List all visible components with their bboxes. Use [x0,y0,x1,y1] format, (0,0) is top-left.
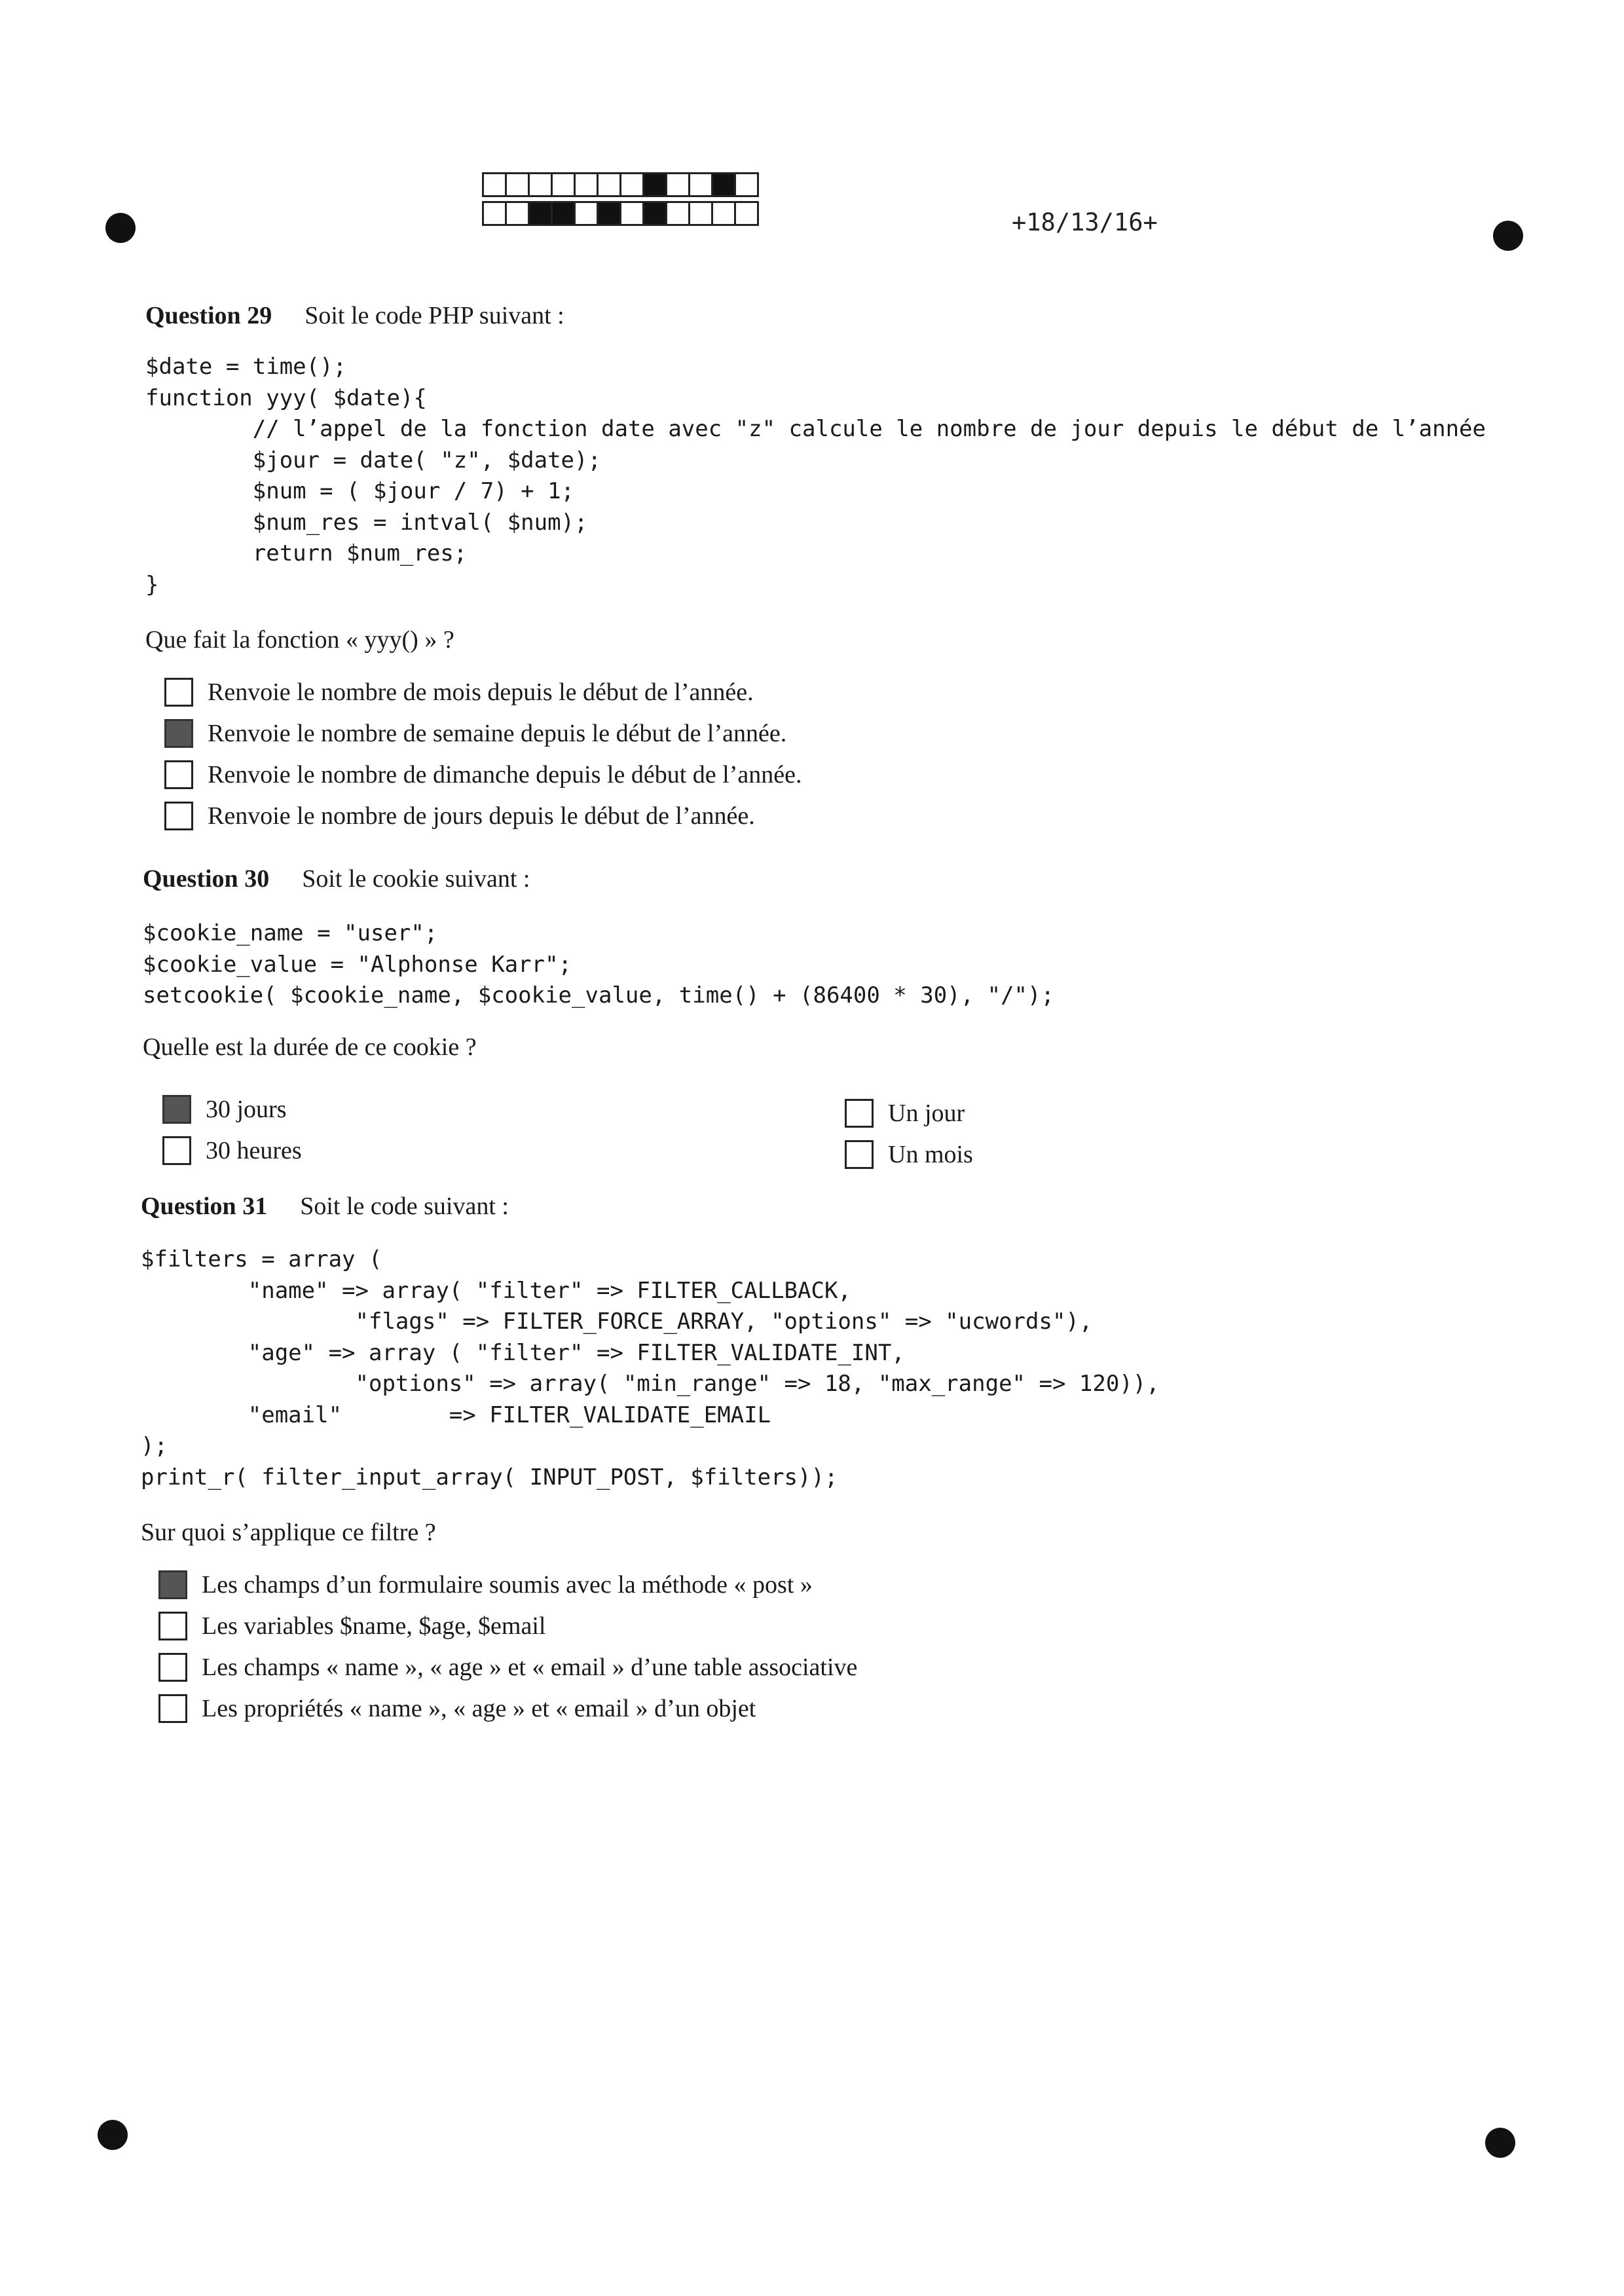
checkbox[interactable] [845,1099,874,1128]
answer-option[interactable] [845,1140,973,1169]
barcode-cell [619,201,644,226]
answer-label: Les champs d’un formulaire soumis avec la méthode « post » [202,1571,813,1599]
barcode-cell [551,201,576,226]
answer-option[interactable] [164,760,802,789]
barcode-row-2 [482,201,757,226]
barcode-cell [642,172,667,197]
checkbox[interactable] [164,802,193,830]
answer-label: Les propriétés « name », « age » et « email » d’un objet [202,1695,756,1722]
answer-option[interactable] [158,1570,813,1599]
question-intro: Soit le code suivant : [300,1193,509,1220]
php-code-block: $date = time(); function yyy( $date){ // l’appel de la fonction date avec "z" calcule le nombre de jour depuis le début de l’année $jour = date( "z", $date); $num = ( $jour / 7) + 1; $num_res = intval( $num); return $num_res; } [145,354,1486,598]
registration-mark-top-left [105,213,136,243]
php-code-block: $cookie_name = "user"; $cookie_value = "Alphonse Karr"; setcookie( $cookie_name, $cookie_value, time() + (86400 * 30), "/"); [143,920,1054,1009]
question-31-header [141,1192,509,1221]
answer-option[interactable] [164,678,754,707]
answer-option[interactable] [162,1136,302,1165]
barcode-cell [551,172,576,197]
barcode-cell [597,201,621,226]
barcode-cell [642,201,667,226]
question-intro: Soit le cookie suivant : [302,865,530,893]
answer-label: Un mois [888,1141,973,1168]
answer-label: Renvoie le nombre de dimanche depuis le début de l’année. [208,761,802,788]
answer-label: Les champs « name », « age » et « email » d’une table associative [202,1654,858,1681]
question-number: Question 30 [143,865,270,893]
barcode-cell [505,201,530,226]
barcode-cell [711,201,736,226]
answer-label: Renvoie le nombre de jours depuis le début de l’année. [208,802,755,830]
answer-option[interactable] [845,1099,965,1128]
barcode-cell [665,201,690,226]
checkbox[interactable] [162,1136,191,1165]
question-29-header [145,301,564,330]
barcode-cell [528,201,553,226]
question-prompt: Quelle est la durée de ce cookie ? [143,1033,477,1061]
barcode-cell [574,201,599,226]
barcode-cell [734,172,759,197]
registration-mark-bottom-right [1485,2128,1515,2158]
answer-label: Renvoie le nombre de mois depuis le début de l’année. [208,678,754,706]
answer-label: 30 jours [206,1096,287,1123]
registration-mark-top-right [1493,221,1523,251]
checkbox[interactable] [158,1694,187,1723]
checkbox[interactable] [164,760,193,789]
question-prompt: Que fait la fonction « yyy() » ? [145,626,454,654]
answer-option[interactable] [158,1612,545,1640]
barcode-row-1 [482,172,757,197]
php-code-block: $filters = array ( "name" => array( "filter" => FILTER_CALLBACK, "flags" => FILTER_FORCE_ARRAY, "options" => "ucwords"), "age" => array ( "filter" => FILTER_VALIDATE_INT, "options" => array( "min_range" => 18, "max_range" => 120)), "email" => FILTER_VALIDATE_EMAIL ); print_r( filter_input_array( INPUT_POST, $filters)); [141,1246,1160,1491]
answer-option[interactable] [162,1095,287,1124]
checkbox[interactable] [158,1612,187,1640]
barcode-cell [711,172,736,197]
barcode-cell [619,172,644,197]
checkbox[interactable] [158,1653,187,1682]
answer-option[interactable] [164,802,755,830]
barcode-cell [482,172,507,197]
question-number: Question 29 [145,302,272,329]
answer-label: Les variables $name, $age, $email [202,1612,546,1640]
barcode-cell [528,172,553,197]
answer-label: Renvoie le nombre de semaine depuis le début de l’année. [208,720,787,747]
checkbox[interactable] [845,1140,874,1169]
answer-option[interactable] [158,1694,756,1723]
checkbox[interactable] [164,678,193,707]
checkbox-checked[interactable] [164,719,193,748]
barcode-cell [574,172,599,197]
barcode-cell [482,201,507,226]
question-30-header [143,864,530,893]
question-number: Question 31 [141,1193,268,1220]
barcode-cell [688,201,713,226]
barcode-cell [665,172,690,197]
answer-option[interactable] [164,719,786,748]
answer-option[interactable] [158,1653,857,1682]
barcode-cell [505,172,530,197]
page-code: +18/13/16+ [1012,208,1158,236]
checkbox-checked[interactable] [158,1570,187,1599]
answer-label: 30 heures [206,1137,302,1164]
question-prompt: Sur quoi s’applique ce filtre ? [141,1519,436,1546]
barcode-cell [597,172,621,197]
barcode-cell [734,201,759,226]
answer-label: Un jour [888,1100,965,1127]
question-intro: Soit le code PHP suivant : [304,302,564,329]
checkbox-checked[interactable] [162,1095,191,1124]
registration-mark-bottom-left [98,2120,128,2150]
barcode-cell [688,172,713,197]
